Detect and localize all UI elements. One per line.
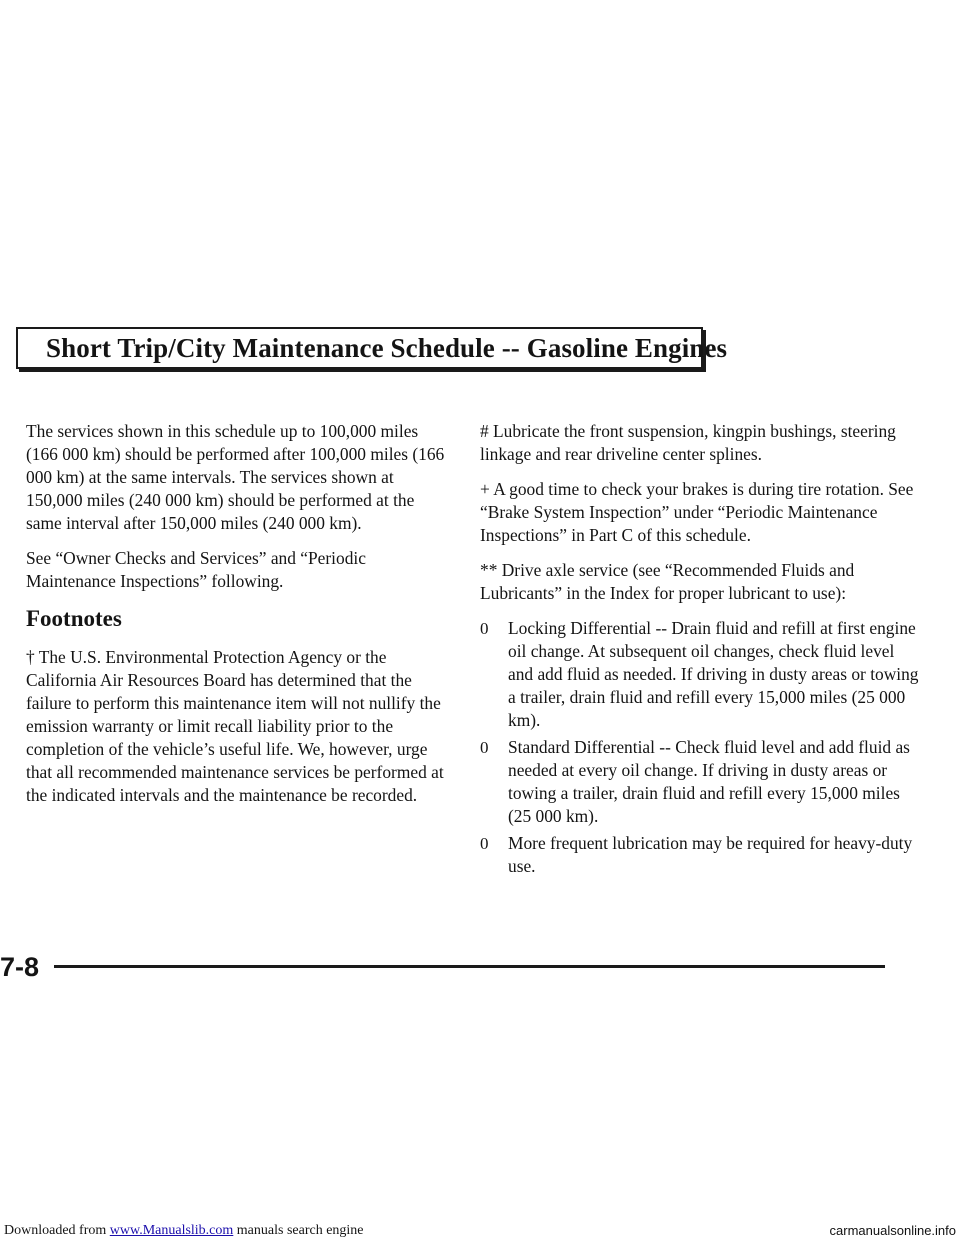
list-item — [480, 617, 920, 732]
list-item — [480, 736, 920, 828]
bullet-text: Standard Differential -- Check fluid level and add fluid as needed at every oil change. If driving in dusty areas or towing a trailer, drain fluid and refill every 15,000 miles (25 000 km). — [508, 737, 910, 826]
drive-axle-bullet-list — [480, 617, 920, 878]
see-also-paragraph: See “Owner Checks and Services” and “Periodic Maintenance Inspections” following. — [26, 548, 366, 591]
drive-axle-footnote-paragraph: ** Drive axle service (see “Recommended Fluids and Lubricants” in the Index for proper lubricant to use): — [480, 560, 855, 603]
section-title-box — [16, 327, 728, 369]
list-item — [480, 832, 920, 878]
download-source-text — [4, 1219, 364, 1242]
bullet-icon: 0 — [480, 834, 489, 853]
brake-footnote-paragraph: + A good time to check your brakes is during tire rotation. See “Brake System Inspection” under “Periodic Maintenance Inspections” in Part C of this schedule. — [480, 479, 914, 545]
epa-footnote-paragraph: † The U.S. Environmental Protection Agency or the California Air Resources Board has determined that the failure to perform this maintenance item will not nullify the emission warranty or limit recall liability prior to the completion of the vehicle’s useful life. We, however, urge that all recommended maintenance services be performed at the indicated intervals and the maintenance be recorded. — [26, 647, 444, 805]
lubricate-footnote-paragraph: # Lubricate the front suspension, kingpin bushings, steering linkage and rear driveline center splines. — [480, 421, 896, 464]
section-title: Short Trip/City Maintenance Schedule -- Gasoline Engines — [46, 332, 728, 363]
right-column — [480, 420, 920, 882]
download-source-bar — [0, 1219, 960, 1242]
footnotes-heading: Footnotes — [26, 606, 122, 631]
page-footer — [0, 952, 960, 982]
download-prefix: Downloaded from — [4, 1223, 110, 1238]
page-number: 7-8 — [0, 952, 40, 982]
bullet-icon: 0 — [480, 738, 489, 757]
download-suffix: manuals search engine — [233, 1223, 364, 1238]
bullet-text: Locking Differential -- Drain fluid and refill at first engine oil change. At subsequent oil changes, check fluid level and add fluid as needed. If driving in dusty areas or towing a trailer, drain fluid and refill every 15,000 miles (25 000 km). — [508, 618, 919, 730]
bullet-icon: 0 — [480, 619, 489, 638]
footer-divider — [54, 965, 885, 968]
left-column — [26, 420, 454, 819]
bullet-text: More frequent lubrication may be required for heavy-duty use. — [508, 833, 913, 876]
manualslib-link[interactable]: www.Manualslib.com — [109, 1223, 234, 1238]
schedule-intro-paragraph: The services shown in this schedule up to 100,000 miles (166 000 km) should be performed after 100,000 miles (166 000 km) at the same intervals. The services shown at 150,000 miles (240 000 km) should be performed at the same interval after 150,000 miles (240 000 km). — [26, 421, 445, 533]
watermark-text: carmanualsonline.info — [829, 1223, 956, 1238]
